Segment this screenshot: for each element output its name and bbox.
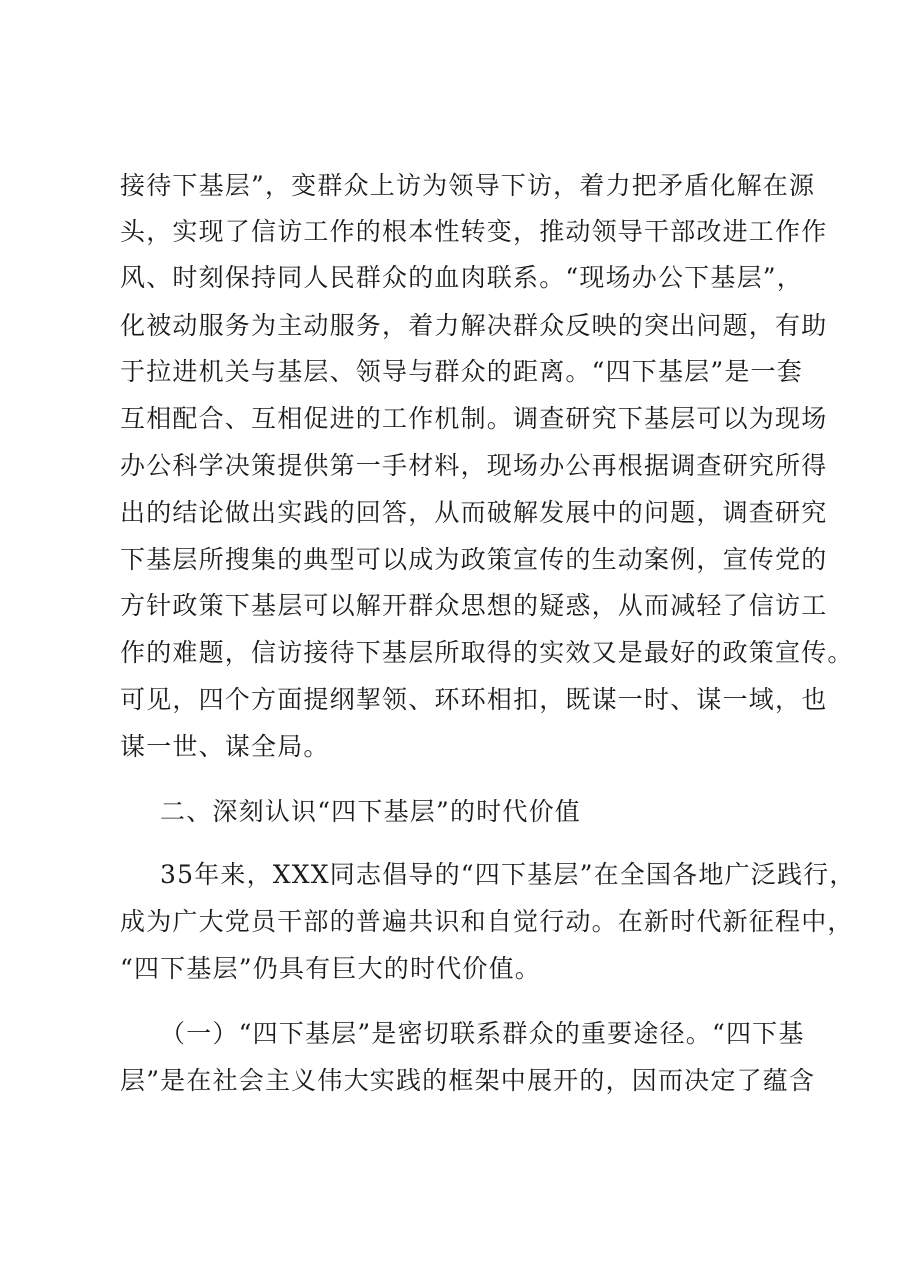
text-line: 化被动服务为主动服务，着力解决群众反映的突出问题，有助: [120, 311, 828, 340]
section-heading: 二、深刻认识“四下基层”的时代价值: [160, 797, 581, 826]
text-line: 风、时刻保持同人民群众的血肉联系。“现场办公下基层”，: [120, 263, 803, 292]
text-line: 头，实现了信访工作的根本性转变，推动领导干部改进工作作: [120, 217, 828, 246]
text-line: 办公科学决策提供第一手材料，现场办公再根据调查研究所得: [120, 451, 828, 480]
text-line: 互相配合、互相促进的工作机制。调查研究下基层可以为现场: [120, 404, 828, 433]
text-line: 接待下基层”，变群众上访为领导下访，着力把矛盾化解在源: [120, 171, 816, 200]
text-line: 于拉进机关与基层、领导与群众的距离。“四下基层”是一套: [120, 357, 803, 386]
text-line: （一）“四下基层”是密切联系群众的重要途径。“四下基: [160, 1019, 805, 1048]
text-line: 层”是在社会主义伟大实践的框架中展开的，因而决定了蕴含: [120, 1066, 816, 1095]
text-line: 出的结论做出实践的回答，从而破解发展中的问题，调查研究: [120, 498, 828, 527]
text-line: 方针政策下基层可以解开群众思想的疑惑，从而减轻了信访工: [120, 591, 828, 620]
text-line: 下基层所搜集的典型可以成为政策宣传的生动案例，宣传党的: [120, 545, 828, 574]
text-line: 35年来，XXX同志倡导的“四下基层”在全国各地广泛践行，: [160, 860, 856, 889]
text-line: “四下基层”仍具有巨大的时代价值。: [120, 954, 541, 983]
text-line: 谋一世、谋全局。: [120, 732, 330, 761]
text-line: 可见，四个方面提纲挈领、环环相扣，既谋一时、谋一域，也: [120, 685, 828, 714]
text-line: 作的难题，信访接待下基层所取得的实效又是最好的政策宣传。: [120, 638, 854, 667]
text-line: 成为广大党员干部的普遍共识和自觉行动。在新时代新征程中，: [120, 907, 854, 936]
